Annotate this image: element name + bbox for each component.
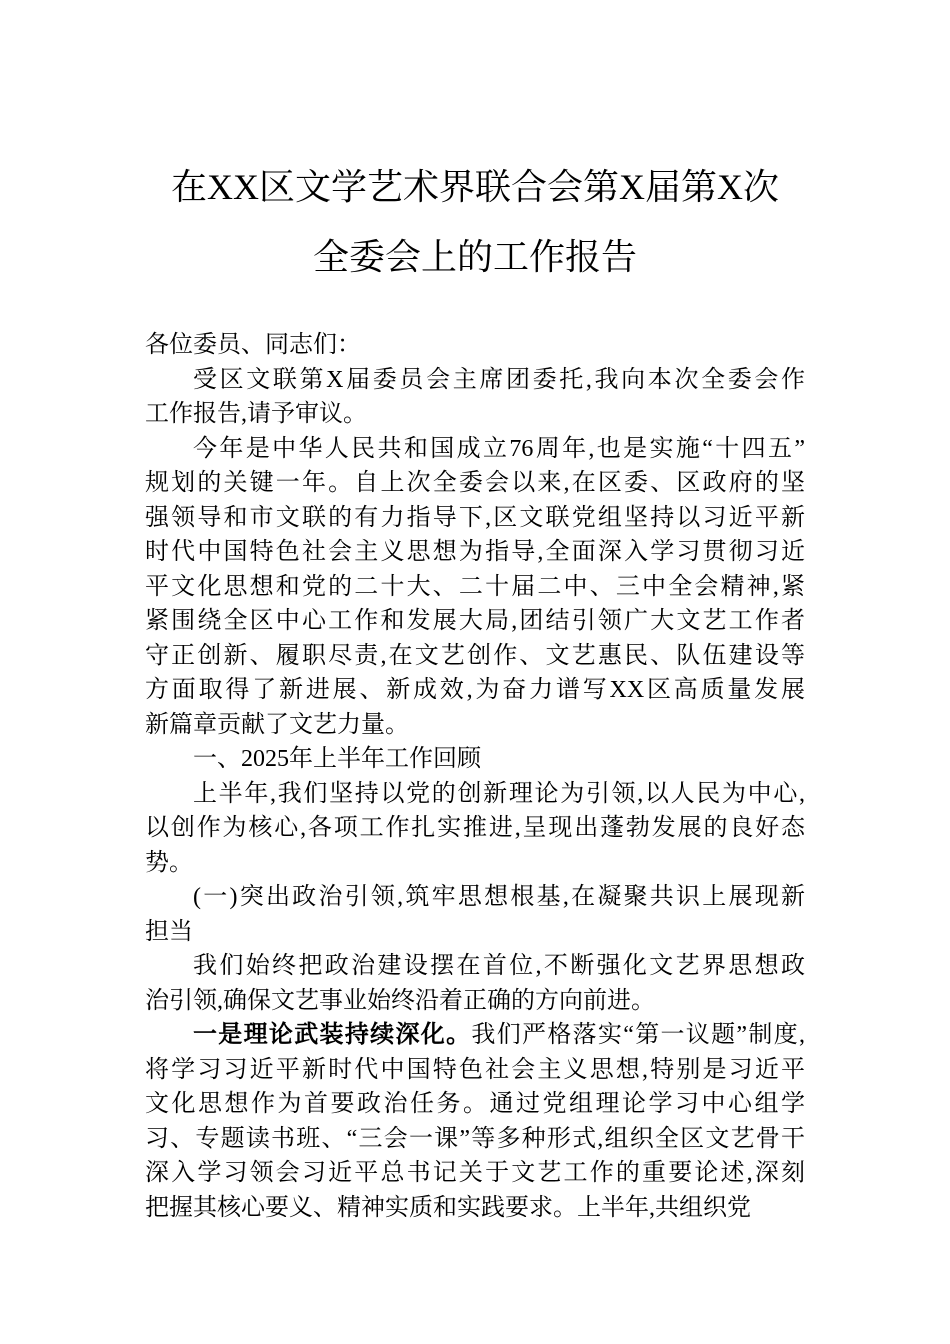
text-line: 工作报告,请予审议。 [145,401,367,427]
text-line: 强领导和市文联的有力指导下,区文联党组坚持以习近平新 [145,504,805,531]
text-line: 一是理论武装持续深化。我们严格落实“第一议题”制度, [193,1022,805,1048]
text-line: 文化思想作为首要政治任务。通过党组理论学习中心组学 [145,1091,805,1117]
paragraph [145,880,805,949]
text-line: 守正创新、履职尽责,在文艺创作、文艺惠民、队伍建设等 [145,642,805,669]
text-line: 将学习习近平新时代中国特色社会主义思想,特别是习近平 [145,1056,805,1083]
text-line: 把握其核心要义、精神实质和实践要求。上半年,共组织党 [145,1194,751,1221]
text-line: 方面取得了新进展、新成效,为奋力谱写XX区高质量发展 [145,677,805,703]
text-line: 紧围绕全区中心工作和发展大局,团结引领广大文艺工作者 [145,608,805,634]
text-line: 规划的关键一年。自上次全委会以来,在区委、区政府的坚 [145,470,805,496]
paragraph [145,949,805,1018]
text-line: 平文化思想和党的二十大、二十届二中、三中全会精神,紧 [145,573,805,600]
document-body [145,328,805,1225]
text-line: 上半年,我们坚持以党的创新理论为引领,以人民为中心, [193,780,805,807]
paragraph [145,363,805,432]
bold-lead: 一是理论武装持续深化。 [193,1022,472,1048]
text-line: 一、2025年上半年工作回顾 [193,746,481,772]
document-title-line-2: 全委会上的工作报告 [312,237,637,277]
text-line: (一)突出政治引领,筑牢思想根基,在凝聚共识上展现新 [193,884,805,910]
paragraph [145,1018,805,1225]
paragraph [145,777,805,881]
salutation: 各位委员、同志们： [145,332,361,358]
text-line: 我们始终把政治建设摆在首位,不断强化文艺界思想政 [193,953,805,979]
text-line: 势。 [145,849,193,876]
text-line: 习、专题读书班、“三会一课”等多种形式,组织全区文艺骨干 [145,1125,805,1152]
text-line: 担当 [145,918,193,945]
text-line: 时代中国特色社会主义思想为指导,全面深入学习贯彻习近 [145,539,805,565]
text-line: 深入学习领会习近平总书记关于文艺工作的重要论述,深刻 [145,1160,805,1186]
section-heading [145,742,805,777]
text-line: 受区文联第X届委员会主席团委托,我向本次全委会作 [193,366,805,393]
text-line: 以创作为核心,各项工作扎实推进,呈现出蓬勃发展的良好态 [145,815,805,841]
text-line: 今年是中华人民共和国成立76周年,也是实施“十四五” [193,435,805,462]
paragraph [145,432,805,743]
text-line: 治引领,确保文艺事业始终沿着正确的方向前进。 [145,987,655,1014]
text-line: 新篇章贡献了文艺力量。 [145,711,409,738]
document-title-line-1: 在XX区文学艺术界联合会第X届第X次 [171,167,779,207]
